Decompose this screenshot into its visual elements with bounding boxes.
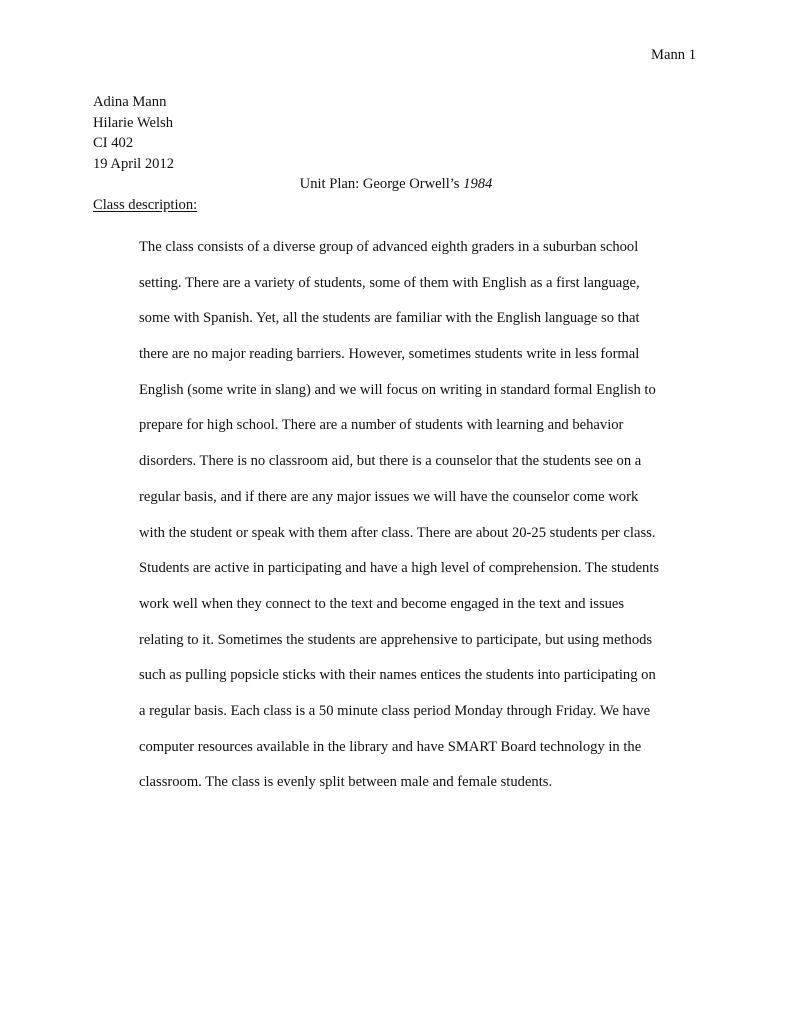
- body-line: computer resources available in the library and have SMART Board technology in the: [139, 738, 642, 755]
- body-line: a regular basis. Each class is a 50 minute class period Monday through Friday. We have: [139, 702, 651, 719]
- author-name: Adina Mann: [93, 94, 167, 110]
- body-line: there are no major reading barriers. However, sometimes students write in less formal: [139, 346, 640, 363]
- body-line: some with Spanish. Yet, all the students are familiar with the English language so that: [139, 310, 640, 327]
- body-line: disorders. There is no classroom aid, but there is a counselor that the students see on a: [139, 453, 642, 470]
- body-line: relating to it. Sometimes the students are apprehensive to participate, but using methods: [139, 631, 653, 648]
- page-header: Mann 1: [651, 47, 696, 63]
- section-heading: Class description:: [93, 197, 198, 213]
- body-line: classroom. The class is evenly split between male and female students.: [139, 774, 553, 791]
- body-line: such as pulling popsicle sticks with their names entices the students into participating on: [139, 667, 656, 684]
- instructor-name: Hilarie Welsh: [93, 114, 174, 131]
- title-prefix: Unit Plan: George Orwell’s: [299, 176, 464, 192]
- document-title: [93, 174, 699, 194]
- body-line: prepare for high school. There are a number of students with learning and behavior: [139, 417, 624, 434]
- body-line: work well when they connect to the text and become engaged in the text and issues: [139, 595, 625, 612]
- body-line: The class consists of a diverse group of advanced eighth graders in a suburban school: [139, 239, 639, 255]
- section-body: [139, 230, 659, 801]
- body-line: English (some write in slang) and we will focus on writing in standard formal English to: [139, 381, 656, 398]
- body-line: with the student or speak with them after class. There are about 20-25 students per class.: [139, 524, 656, 541]
- title-work: 1984: [463, 176, 493, 192]
- course-name: CI 402: [93, 135, 134, 151]
- mla-heading: [93, 92, 174, 174]
- document-date: 19 April 2012: [93, 155, 175, 172]
- body-line: regular basis, and if there are any major issues we will have the counselor come work: [139, 488, 639, 505]
- body-line: setting. There are a variety of students, some of them with English as a first language,: [139, 274, 640, 291]
- body-line: Students are active in participating and have a high level of comprehension. The students: [139, 560, 660, 577]
